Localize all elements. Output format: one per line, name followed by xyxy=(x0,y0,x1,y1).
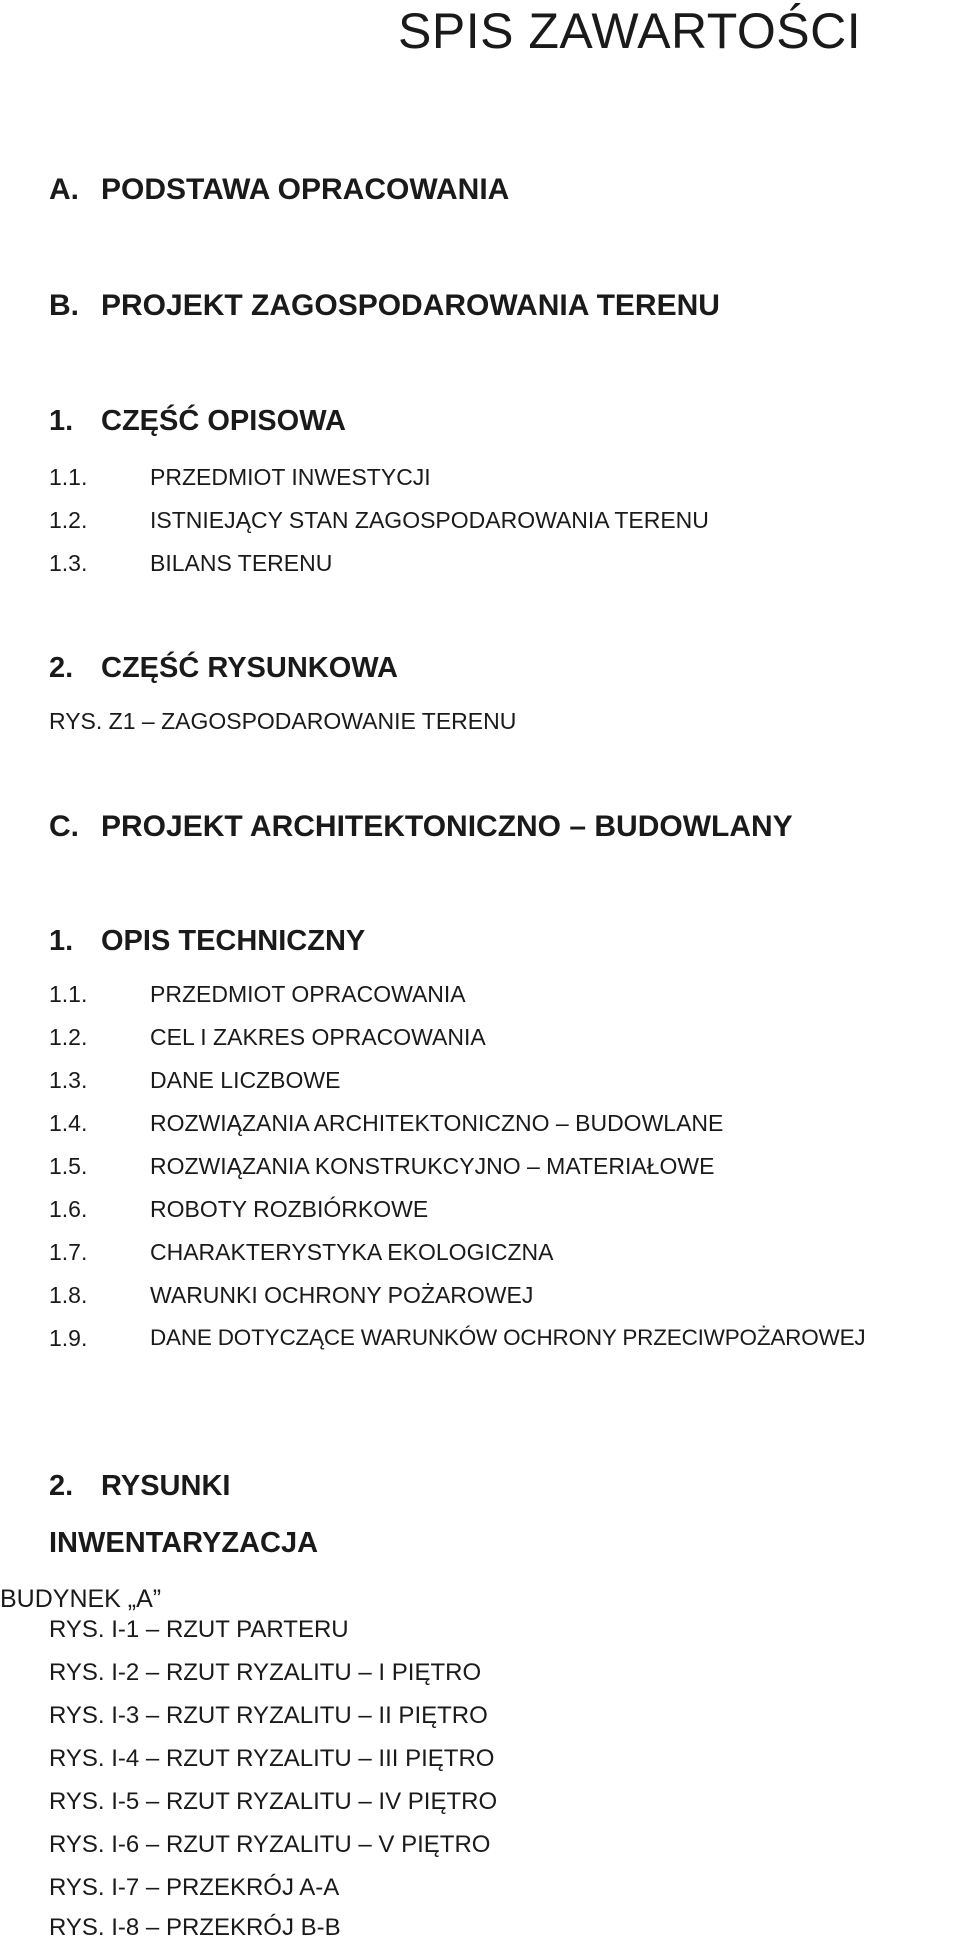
toc-entry-text: PRZEDMIOT INWESTYCJI xyxy=(150,464,431,490)
section-a-heading xyxy=(49,173,509,207)
toc-entry xyxy=(49,1110,949,1140)
drawing-entry: RYS. I-8 – PRZEKRÓJ B-B xyxy=(49,1914,341,1941)
drawing-entry: RYS. I-4 – RZUT RYZALITU – III PIĘTRO xyxy=(49,1745,495,1772)
toc-entry xyxy=(49,1282,949,1312)
toc-entry-text: WARUNKI OCHRONY POŻAROWEJ xyxy=(150,1282,534,1308)
toc-entry-num: 1.3. xyxy=(49,1067,88,1093)
toc-entry-num: 1.7. xyxy=(49,1239,88,1265)
toc-entry xyxy=(49,1196,949,1226)
toc-entry-num: 1.4. xyxy=(49,1110,88,1136)
toc-entry-num: 1.2. xyxy=(49,507,88,533)
building-label: BUDYNEK „A” xyxy=(0,1585,162,1613)
toc-entry xyxy=(49,1325,959,1355)
toc-entry-text: ROZWIĄZANIA ARCHITEKTONICZNO – BUDOWLANE xyxy=(150,1110,724,1136)
toc-entry-text: PRZEDMIOT OPRACOWANIA xyxy=(150,981,466,1007)
section-b-heading xyxy=(49,289,720,323)
toc-entry-text: ISTNIEJĄCY STAN ZAGOSPODAROWANIA TERENU xyxy=(150,507,709,533)
b-part1-num: 1. xyxy=(49,405,74,437)
toc-entry-num: 1.9. xyxy=(49,1325,88,1351)
drawing-z1: RYS. Z1 – ZAGOSPODAROWANIE TERENU xyxy=(49,708,517,734)
toc-entry xyxy=(49,981,949,1011)
toc-entry xyxy=(49,1067,949,1097)
drawing-entry: RYS. I-5 – RZUT RYZALITU – IV PIĘTRO xyxy=(49,1788,498,1815)
section-c-text: PROJEKT ARCHITEKTONICZNO – BUDOWLANY xyxy=(101,810,793,843)
drawing-entry: RYS. I-1 – RZUT PARTERU xyxy=(49,1616,349,1643)
toc-entry-num: 1.1. xyxy=(49,464,88,490)
b-part2-num: 2. xyxy=(49,652,74,684)
toc-entry-text: CHARAKTERYSTYKA EKOLOGICZNA xyxy=(150,1239,554,1265)
toc-entry-text: BILANS TERENU xyxy=(150,550,333,576)
toc-entry-text: ROBOTY ROZBIÓRKOWE xyxy=(150,1196,429,1222)
toc-entry-text: DANE LICZBOWE xyxy=(150,1067,341,1093)
toc-entry xyxy=(49,1239,949,1269)
toc-entry-num: 1.1. xyxy=(49,981,88,1007)
toc-entry-num: 1.2. xyxy=(49,1024,88,1050)
drawing-entry: RYS. I-2 – RZUT RYZALITU – I PIĘTRO xyxy=(49,1659,482,1686)
b-part1-text: CZĘŚĆ OPISOWA xyxy=(101,405,346,437)
toc-entry-text: CEL I ZAKRES OPRACOWANIA xyxy=(150,1024,486,1050)
c-part2-text: RYSUNKI xyxy=(101,1470,231,1502)
toc-entry xyxy=(49,507,929,537)
section-b-text: PROJEKT ZAGOSPODAROWANIA TERENU xyxy=(101,289,720,322)
drawing-entry: RYS. I-7 – PRZEKRÓJ A-A xyxy=(49,1874,340,1901)
section-c-heading xyxy=(49,810,793,844)
toc-entry-num: 1.5. xyxy=(49,1153,88,1179)
toc-entry-num: 1.3. xyxy=(49,550,88,576)
page-title: SPIS ZAWARTOŚCI xyxy=(398,3,862,59)
toc-entry xyxy=(49,1153,949,1183)
section-c-label: C. xyxy=(49,810,79,843)
section-a-label: A. xyxy=(49,173,79,206)
toc-entry-num: 1.8. xyxy=(49,1282,88,1308)
section-b-label: B. xyxy=(49,289,79,322)
drawing-entry: RYS. I-3 – RZUT RYZALITU – II PIĘTRO xyxy=(49,1702,488,1729)
inwentaryzacja-heading: INWENTARYZACJA xyxy=(49,1527,319,1559)
toc-entry-text: ROZWIĄZANIA KONSTRUKCYJNO – MATERIAŁOWE xyxy=(150,1153,715,1179)
c-part1-heading xyxy=(49,925,365,958)
c-part2-num: 2. xyxy=(49,1470,74,1502)
toc-entry xyxy=(49,550,929,580)
drawing-entry: RYS. I-6 – RZUT RYZALITU – V PIĘTRO xyxy=(49,1831,491,1858)
toc-entry-num: 1.6. xyxy=(49,1196,88,1222)
b-part2-text: CZĘŚĆ RYSUNKOWA xyxy=(101,652,398,684)
section-a-text: PODSTAWA OPRACOWANIA xyxy=(101,173,510,206)
c-part2-heading xyxy=(49,1470,230,1503)
toc-entry xyxy=(49,464,929,494)
c-part1-text: OPIS TECHNICZNY xyxy=(101,925,366,957)
b-part2-heading xyxy=(49,652,398,685)
b-part1-heading xyxy=(49,405,346,438)
toc-entry xyxy=(49,1024,949,1054)
c-part1-num: 1. xyxy=(49,925,74,957)
toc-entry-text: DANE DOTYCZĄCE WARUNKÓW OCHRONY PRZECIWPOŻAROWEJ xyxy=(150,1325,866,1350)
